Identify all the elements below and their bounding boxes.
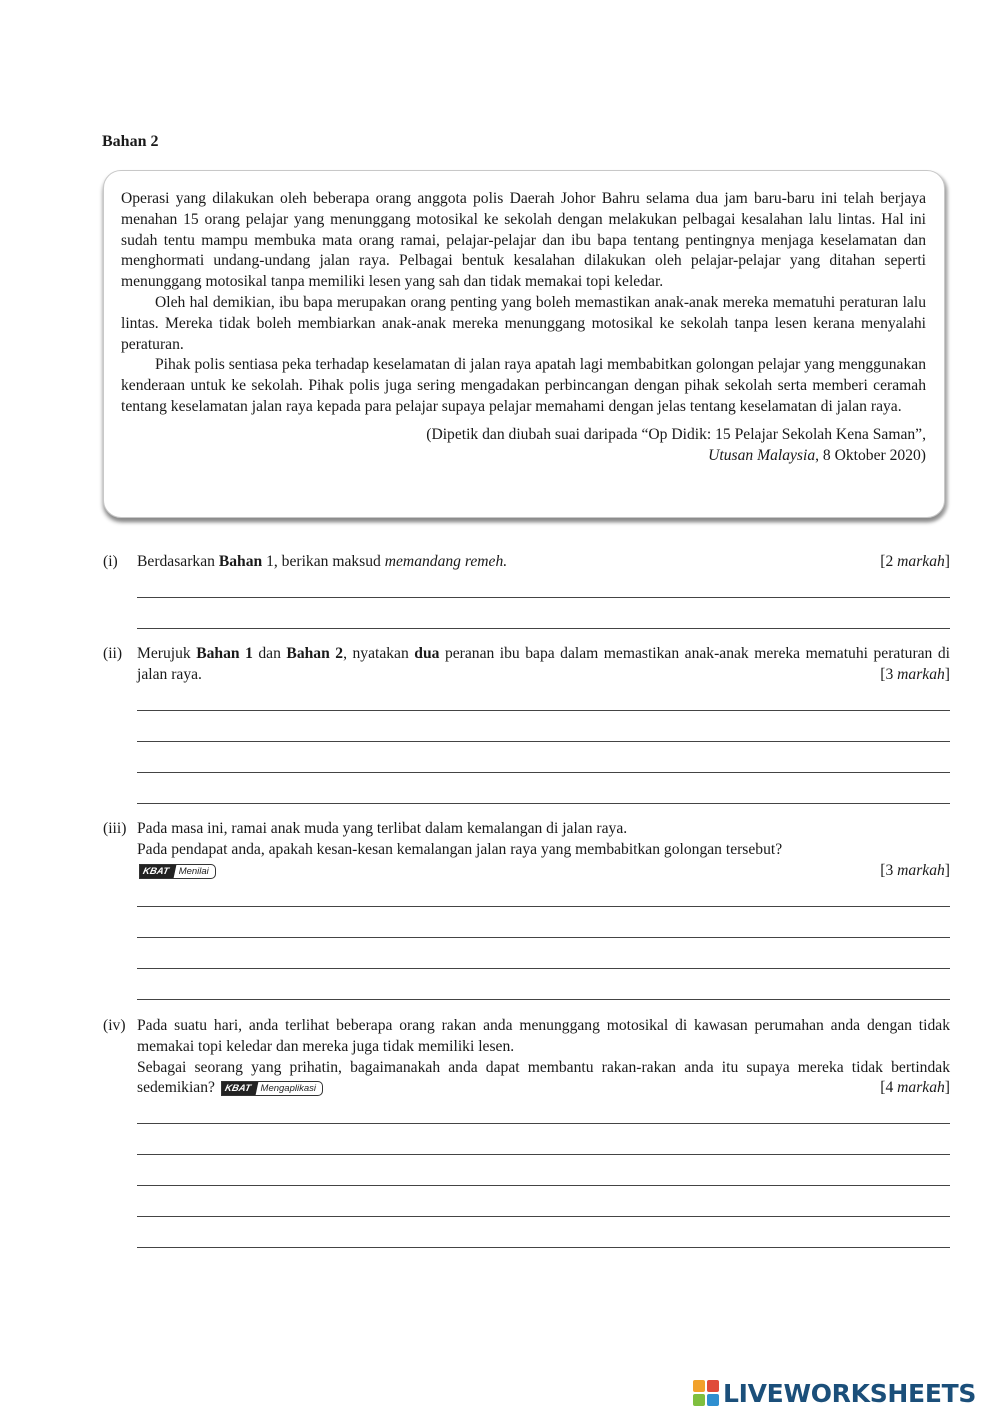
passage-box (103, 170, 945, 518)
answer-line[interactable] (137, 1247, 950, 1248)
question-text (137, 644, 950, 686)
kbat-skill: Menilai (178, 865, 209, 877)
question-text-part: Berdasarkan (137, 553, 219, 570)
marks-value: [4 (880, 1079, 898, 1097)
question-tag-row (137, 861, 950, 882)
question-text-part: Sebagai seorang yang prihatin, bagaimanakah anda dapat membantu rakan-rakan anda itu supaya mereka tidak bertindak sedemikian? (137, 1058, 950, 1097)
kbat-label: KBAT (221, 1082, 258, 1095)
answer-line[interactable] (137, 772, 950, 773)
question-line (137, 1058, 950, 1100)
marks-value: [3 (880, 861, 898, 879)
marks-word: markah (897, 1079, 945, 1097)
marks-word: markah (897, 861, 945, 879)
kbat-skill: Mengaplikasi (260, 1083, 316, 1095)
source-title: Bahan 2 (102, 133, 159, 150)
passage-citation (121, 424, 926, 466)
marks-close: ] (944, 861, 950, 879)
question-line: Pada suatu hari, anda terlihat beberapa orang rakan anda menunggang motosikal di kawasan perumahan anda dengan tidak memakai topi keledar dan mereka juga tidak memiliki lesen. (137, 1017, 950, 1055)
kbat-badge (139, 864, 216, 879)
question-text (137, 552, 950, 573)
answer-line[interactable] (137, 906, 950, 907)
answer-line[interactable] (137, 1154, 950, 1155)
question-bold-part: Bahan (218, 553, 263, 570)
marks-value: [2 (880, 553, 898, 570)
question-number: (i) (103, 553, 118, 570)
answer-line[interactable] (137, 1216, 950, 1217)
citation-line-2 (121, 445, 926, 466)
question-number: (iv) (103, 1017, 126, 1034)
answer-line[interactable] (137, 710, 950, 711)
question-1 (103, 552, 950, 573)
question-italic-part: memandang remeh. (384, 553, 508, 570)
marks-value: [3 (880, 665, 898, 683)
answer-line[interactable] (137, 741, 950, 742)
kbat-badge (221, 1081, 323, 1096)
question-number: (iii) (103, 820, 127, 837)
answer-line[interactable] (137, 999, 950, 1000)
question-marks (880, 552, 950, 573)
passage-paragraph-1: Operasi yang dilakukan oleh beberapa orang anggota polis Daerah Johor Bahru selama dua jam baru-baru ini telah berjaya menahan 15 orang pelajar yang menunggang motosikal ke sekolah dengan melakukan pelbagai kesalahan lalu lintas. Hal ini sudah tentu mampu membuka mata orang ramai, pelajar-pelajar dan ibu bapa tentang pentingnya menjaga keselamatan dan menghormati undang-undang jalan raya. Pelbagai bentuk kesalahan dilakukan oleh pelajar-pelajar yang ditahan seperti menunggang motosikal tanpa memiliki lesen yang sah dan tidak memakai topi keledar. (121, 190, 926, 291)
answer-line[interactable] (137, 1185, 950, 1186)
answer-line[interactable] (137, 597, 950, 598)
liveworksheets-branding[interactable] (693, 1378, 976, 1408)
kbat-label: KBAT (139, 865, 176, 878)
citation-publication: Utusan Malaysia (708, 446, 816, 464)
answer-line[interactable] (137, 937, 950, 938)
answer-line[interactable] (137, 803, 950, 804)
passage-paragraph-2: Oleh hal demikian, ibu bapa merupakan orang penting yang boleh memastikan anak-anak mereka mematuhi peraturan lalu lintas. Mereka tidak boleh membiarkan anak-anak mereka menunggang motosikal ke sekolah tanpa lesen kerana menyalahi peraturan. (121, 293, 926, 353)
answer-line[interactable] (137, 968, 950, 969)
marks-close: ] (944, 553, 950, 570)
question-number: (ii) (103, 645, 123, 662)
citation-date: , 8 Oktober 2020) (815, 446, 926, 464)
marks-word: markah (897, 553, 945, 570)
liveworksheets-wordmark: LIVEWORKSHEETS (723, 1378, 977, 1408)
question-line: Pada masa ini, ramai anak muda yang terlibat dalam kemalangan di jalan raya. (137, 820, 628, 837)
question-bold-part: dua (414, 645, 440, 662)
passage-paragraph-3: Pihak polis sentiasa peka terhadap keselamatan di jalan raya apatah lagi membabitkan golongan pelajar yang menggunakan kenderaan untuk ke sekolah. Pihak polis juga sering mengadakan perbincangan dengan pihak sekolah serta memberi ceramah tentang keselamatan jalan raya kepada para pelajar supaya pelajar memahami dengan jelas tentang keselamatan di jalan raya. (121, 356, 926, 415)
question-text-part: Merujuk (137, 645, 197, 662)
question-text-part: 1, berikan maksud (262, 553, 385, 570)
question-text (137, 819, 950, 881)
question-text (137, 1016, 950, 1099)
question-marks (880, 1078, 950, 1099)
question-marks (880, 665, 950, 686)
question-3 (103, 819, 950, 881)
marks-close: ] (944, 665, 950, 683)
question-2 (103, 644, 950, 686)
question-bold-part: Bahan 2 (286, 645, 344, 662)
marks-close: ] (944, 1079, 950, 1097)
citation-line-1: (Dipetik dan diubah suai daripada “Op Didik: 15 Pelajar Sekolah Kena Saman”, (426, 425, 926, 443)
question-marks (880, 861, 950, 882)
question-line: Pada pendapat anda, apakah kesan-kesan kemalangan jalan raya yang membabitkan golongan tersebut? (137, 840, 783, 858)
liveworksheets-logo-icon (693, 1380, 719, 1406)
question-text-part: dan (252, 645, 287, 662)
question-text-part: peranan ibu bapa dalam memastikan anak-anak mereka mematuhi peraturan di jalan raya. (137, 645, 950, 683)
question-4 (103, 1016, 950, 1099)
marks-word: markah (897, 665, 945, 683)
question-bold-part: Bahan 1 (196, 645, 253, 662)
question-text-part: , nyatakan (343, 645, 415, 662)
answer-line[interactable] (137, 628, 950, 629)
answer-line[interactable] (137, 1123, 950, 1124)
